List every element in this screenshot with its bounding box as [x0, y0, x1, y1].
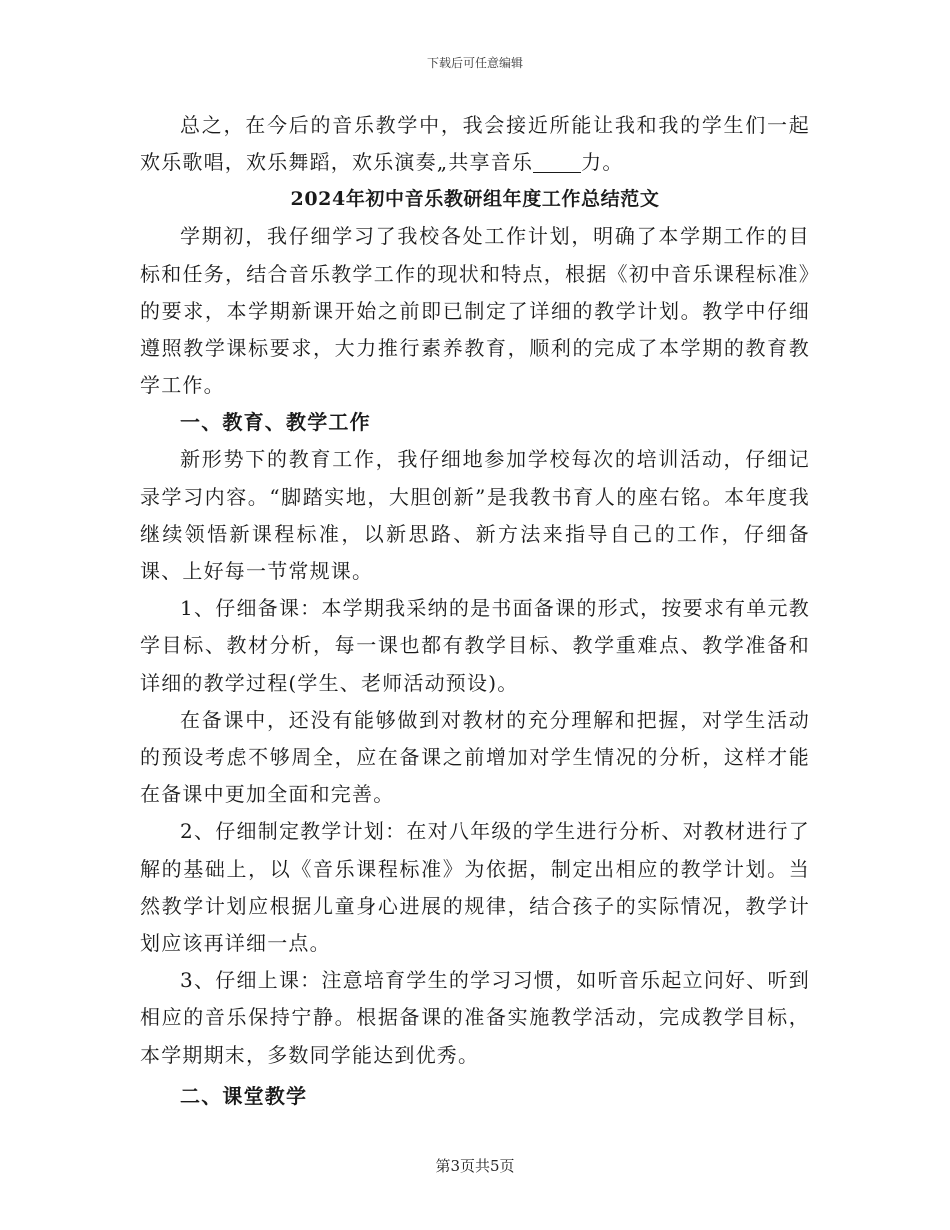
page-indicator: 第3页共5页	[435, 1157, 515, 1175]
paragraph: 2、仔细制定教学计划：在对八年级的学生进行分析、对教材进行了解的基础上，以《音乐课程标准》为依据，制定出相应的教学计划。当然教学计划应根据儿童身心进展的规律，结合孩子的实际情况，教学计划应该再详细一点。	[140, 819, 810, 956]
paragraph: 新形势下的教育工作，我仔细地参加学校每次的培训活动，仔细记录学习内容。“脚踏实地，大胆创新”是我教书育人的座右铭。本年度我继续领悟新课程标准，以新思路、新方法来指导自己的工作，仔细备课、上好每一节常规课。	[140, 447, 810, 584]
fill-in-blank	[533, 152, 581, 173]
download-edit-note: 下载后可任意编辑	[426, 56, 523, 70]
paragraph: 在备课中，还没有能够做到对教材的充分理解和把握，对学生活动的预设考虑不够周全，应在备课之前增加对学生情况的分析，这样才能在备课中更加全面和完善。	[140, 707, 810, 807]
paragraph: 1、仔细备课：本学期我采纳的是书面备课的形式，按要求有单元教学目标、教材分析，每一课也都有教学目标、教学重难点、教学准备和详细的教学过程(学生、老师活动预设)。	[140, 596, 810, 695]
paragraph: 3、仔细上课：注意培育学生的学习习惯，如听音乐起立问好、听到相应的音乐保持宁静。根据备课的准备实施教学活动，完成教学目标，本学期期末，多数同学能达到优秀。	[140, 968, 810, 1067]
section-heading-classroom-teaching: 二、课堂教学	[180, 1083, 308, 1108]
paragraph: 学期初，我仔细学习了我校各处工作计划，明确了本学期工作的目标和任务，结合音乐教学工作的现状和特点，根据《初中音乐课程标准》的要求，本学期新课开始之前即已制定了详细的教学计划。教学中仔细遵照教学课标要求，大力推行素养教育，顺利的完成了本学期的教育教学工作。	[140, 224, 810, 398]
document-body	[140, 107, 810, 1115]
section-heading-education-teaching: 一、教育、教学工作	[180, 410, 371, 435]
document-title: 2024年初中音乐教研组年度工作总结范文	[290, 188, 660, 211]
intro-text-end: 力。	[581, 150, 624, 175]
intro-text: 总之，在今后的音乐教学中，我会接近所能让我和我的学生们一起欢乐歌唱，欢乐舞蹈，欢乐演奏„共享音乐	[140, 113, 810, 175]
intro-paragraph	[140, 107, 810, 181]
